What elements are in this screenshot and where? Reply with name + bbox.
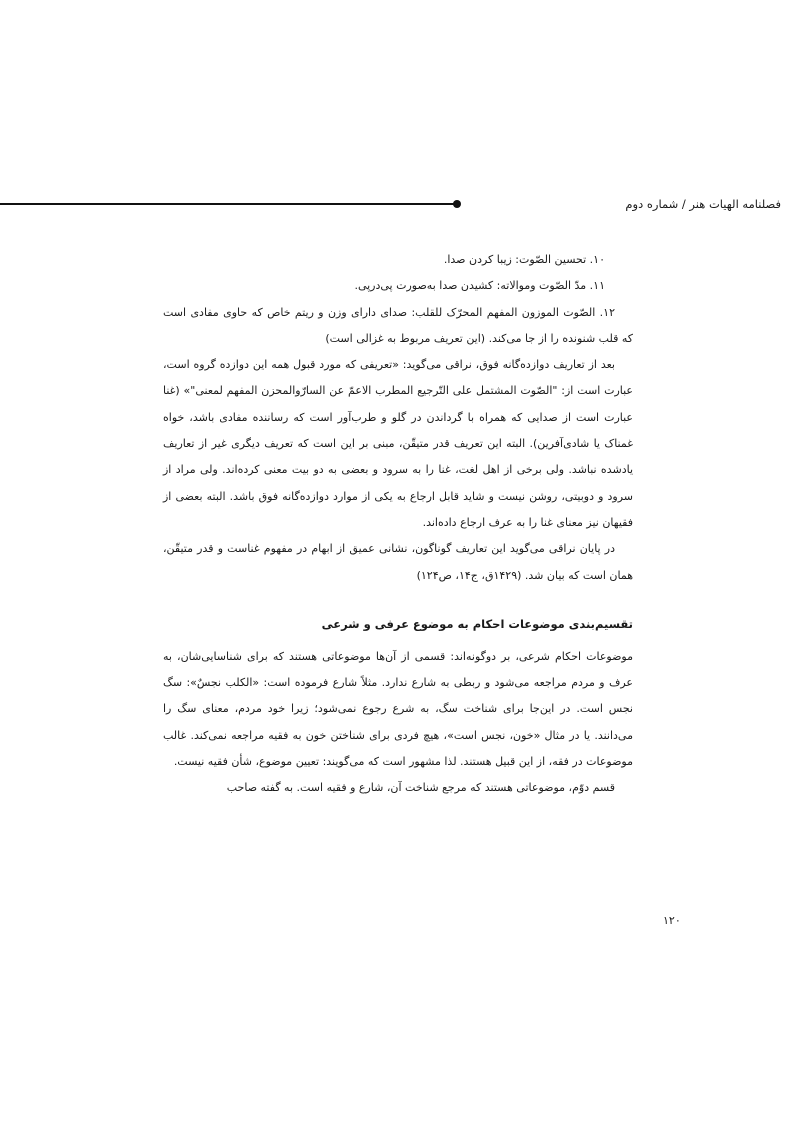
body-paragraph: بعد از تعاریف دوازده‌گانه فوق، نراقی می‌گوید: «تعریفی که مورد قبول همه این دوازده گروه است، عبارت است از: "الصّوت المشتمل علی التّرجیع المطرب الاعمّ عن السارّوالمحزن المفهم لمعنی"» (غنا عبارت است از صدایی که همراه با گرداندن در گلو و طرب‌آور است که رساننده مفادی باشد، خواه غمناک یا شادی‌آفرین). البته این تعریف قدر متیقّن، مبنی بر این است که تعریف دیگری غیر از تعاریف یادشده نباشد. ولی برخی از اهل لغت، غنا را به سرود و بعضی به دو بیت معنی کرده‌اند. ولی مراد از سرود و دوبیتی، روشن نیست و شاید قابل ارجاع به یکی از موارد دوازده‌گانه فوق باشد. البته بعضی از فقیهان نیز معنای غنا را به عرف ارجاع داده‌اند. [163, 358, 633, 529]
header-dot [453, 200, 461, 208]
definition-item-10: ۱۰. تحسین الصّوت: زیبا کردن صدا. [443, 253, 605, 266]
definition-item-12: ۱۲. الصّوت الموزون المفهم المحرّک للقلب: صدای دارای وزن و ریتم خاص که حاوی مفادی است که قلب شنونده را از جا می‌کند. (این تعریف مربوط به غزالی است) [163, 305, 633, 345]
section-paragraph: موضوعات احکام شرعی، بر دوگونه‌اند: قسمی از آن‌ها موضوعاتی هستند که برای شناسایی‌شان، به عرف و مردم مراجعه می‌شود و ربطی به شارع ندارد. مثلاً شارع فرموده است: «الکلب نجسٌ»: سگ نجس است. در این‌جا برای شناخت سگ، به شرع رجوع نمی‌شود؛ زیرا خود مردم، معنای سگ را می‌دانند. یا در مثال «خون، نجس است»، هیچ فردی برای شناختن خون به فقیه مراجعه نمی‌کند. غالب موضوعات در فقه، از این قبیل هستند. لذا مشهور است که می‌گویند: تعیین موضوع، شأن فقیه نیست. [163, 649, 633, 769]
journal-title: فصلنامه الهیات هنر / شماره دوم [625, 197, 781, 211]
page-number: ۱۲۰ [663, 914, 681, 927]
page-body [163, 247, 633, 802]
section-paragraph: قسم دوّم، موضوعاتی هستند که مرجع شناخت آن، شارع و فقیه است. به گفته صاحب [226, 781, 615, 795]
definition-item-11: ۱۱. مدّ الصّوت وموالاته: کشیدن صدا به‌صورت پی‌درپی. [354, 279, 605, 293]
running-header [0, 196, 793, 212]
header-rule [0, 203, 455, 205]
section-heading: تقسیم‌بندی موضوعات احکام به موضوع عرفی و شرعی [321, 616, 633, 631]
body-paragraph: در پایان نراقی می‌گوید این تعاریف گوناگون، نشانی عمیق از ابهام در مفهوم غناست و قدر متیقّن، همان است که بیان شد. (۱۴۲۹ق، ج۱۴، ص۱۲۴) [163, 542, 633, 582]
